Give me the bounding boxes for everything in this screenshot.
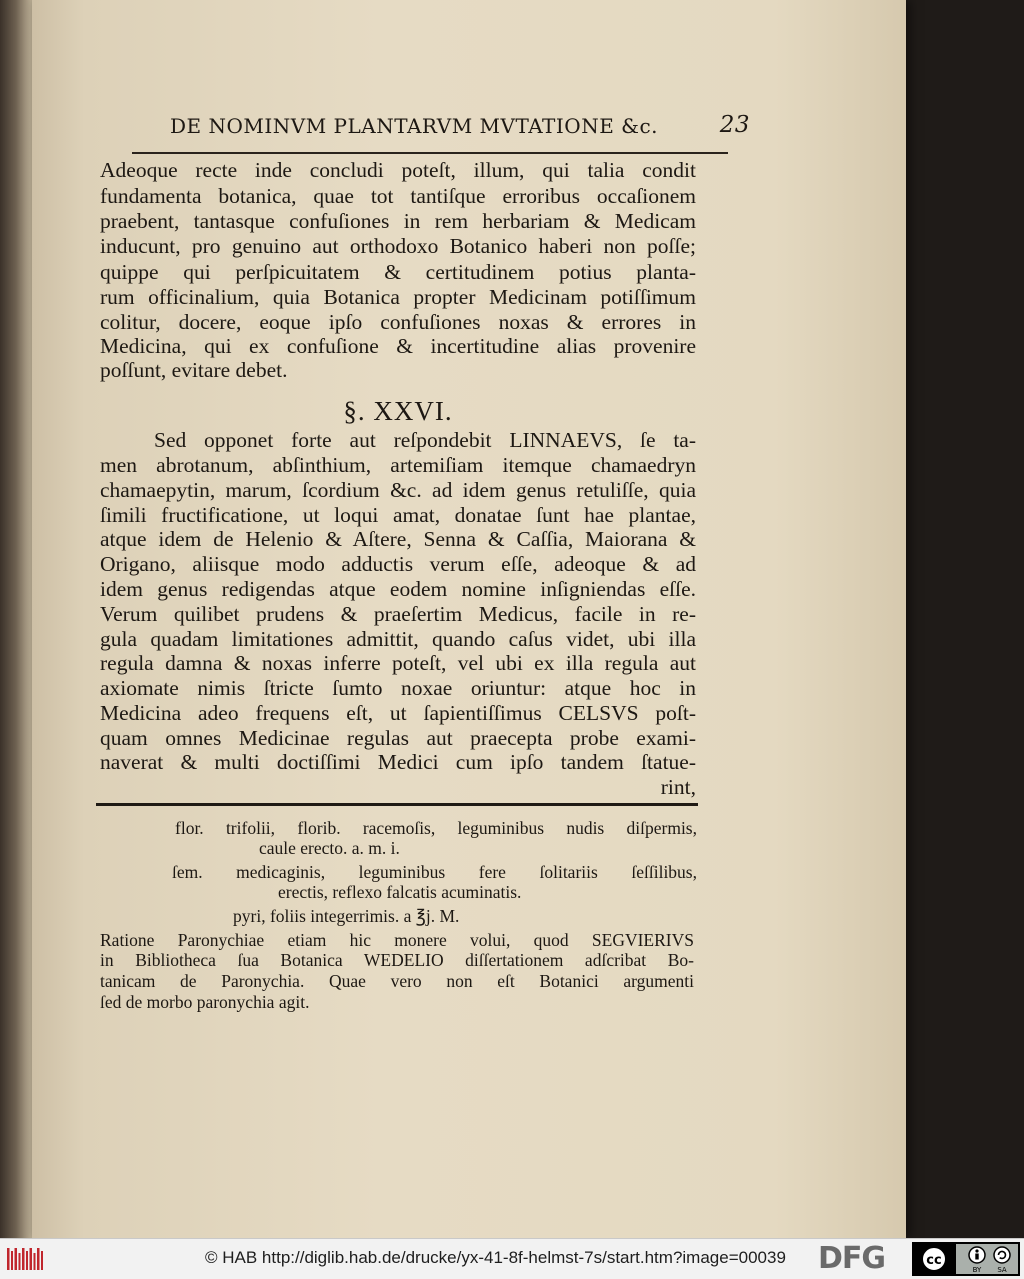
text-line: axiomate nimis ſtricte ſumto noxae oriuntur: atque hoc in: [100, 676, 696, 700]
text-line: colitur, docere, eoque ipſo confuſiones noxas & errores in: [100, 310, 696, 334]
footnote-line: pyri, foliis integerrimis. a ℥j. M.: [233, 906, 460, 926]
cc-sa-label: SA: [997, 1266, 1007, 1274]
text-line: Medicina, qui ex confuſione & incertitudine alias provenire: [100, 334, 696, 358]
footnote-rule: [96, 803, 698, 806]
header-rule: [132, 152, 728, 154]
text-line: men abrotanum, abſinthium, artemiſiam itemque chamaedryn: [100, 453, 696, 477]
cc-license-icon: [914, 1244, 1018, 1274]
footnote-line: in Bibliotheca ſua Botanica WEDELIO diſſertationem adſcribat Bo-: [100, 950, 694, 970]
text-line: Adeoque recte inde concludi poteſt, illum, qui talia condit: [100, 158, 696, 182]
text-line: idem genus redigendas atque eodem nomine inſigniendas eſſe.: [100, 577, 696, 601]
catchword: rint,: [660, 775, 696, 799]
footnote-line: caule erecto. a. m. i.: [259, 838, 400, 858]
text-line: chamaepytin, marum, ſcordium &c. ad idem genus retuliſſe, quia: [100, 478, 696, 502]
footnote-line: tanicam de Paronychia. Quae vero non eſt Botanici argumenti: [100, 971, 694, 991]
text-line: gula quadam limitationes admittit, quando caſus videt, ubi illa: [100, 627, 696, 651]
text-line: Verum quilibet prudens & praeſertim Medicus, facile in re-: [100, 602, 696, 626]
book-page: [32, 0, 906, 1238]
cc-by-sa-license-badge[interactable]: [912, 1242, 1020, 1276]
svg-text:cc: cc: [926, 1253, 942, 1268]
viewer-footer-bar: [0, 1238, 1024, 1279]
footnote-line: flor. trifolii, florib. racemoſis, leguminibus nudis diſpermis,: [175, 818, 697, 838]
text-line: ſimili fructificatione, ut loqui amat, donatae ſunt hae plantae,: [100, 503, 696, 527]
text-line: Origano, aliisque modo adductis verum eſſe, adeoque & ad: [100, 552, 696, 576]
text-line: quippe qui perſpicuitatem & certitudinem potius planta-: [100, 260, 696, 284]
cc-by-label: BY: [972, 1266, 982, 1274]
page-number: 23: [719, 112, 750, 138]
text-line: atque idem de Helenio & Aſtere, Senna & Caſſia, Maiorana &: [100, 527, 696, 551]
text-line: poſſunt, evitare debet.: [100, 358, 288, 382]
running-head-title: DE NOMINVM PLANTARVM MVTATIONE &c.: [170, 114, 659, 138]
running-head: [170, 112, 750, 142]
hab-logo-icon[interactable]: [6, 1245, 46, 1273]
footnote-line: erectis, reflexo falcatis acuminatis.: [278, 882, 522, 902]
text-line: rum officinalium, quia Botanica propter Medicinam potiſſimum: [100, 285, 696, 309]
text-line: praebent, tantasque confuſiones in rem herbariam & Medicam: [100, 209, 696, 233]
text-line: Sed opponet forte aut reſpondebit LINNAEVS, ſe ta-: [154, 428, 696, 452]
copyright-url[interactable]: © HAB http://diglib.hab.de/drucke/yx-41-8f-helmst-7s/start.htm?image=00039: [205, 1248, 786, 1267]
dfg-logo[interactable]: DFG: [818, 1241, 886, 1276]
footnote-line: ſed de morbo paronychia agit.: [100, 992, 310, 1012]
text-line: Medicina adeo frequens eſt, ut ſapientiſſimus CELSVS poſt-: [100, 701, 696, 725]
footnote-line: Ratione Paronychiae etiam hic monere volui, quod SEGVIERIVS: [100, 930, 694, 950]
text-line: quam omnes Medicinae regulas aut praecepta probe exami-: [100, 726, 696, 750]
text-line: naverat & multi doctiſſimi Medici cum ipſo tandem ſtatue-: [100, 750, 696, 774]
text-line: fundamenta botanica, quae tot tantiſque erroribus occaſionem: [100, 184, 696, 208]
footnote-line: ſem. medicaginis, leguminibus fere ſolitariis ſeſſilibus,: [172, 862, 697, 882]
text-line: regula damna & noxas inferre poteſt, vel ubi ex illa regula aut: [100, 651, 696, 675]
section-heading: §. XXVI.: [343, 396, 453, 426]
text-line: inducunt, pro genuino aut orthodoxo Botanico haberi non poſſe;: [100, 234, 696, 258]
